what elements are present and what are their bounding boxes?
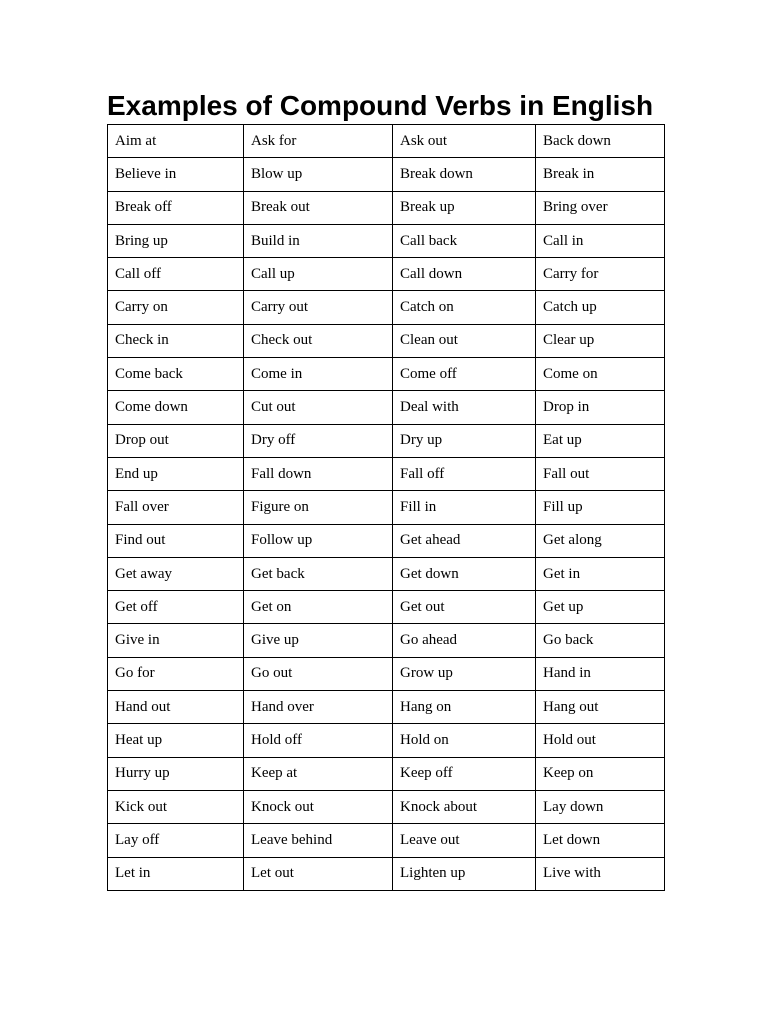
table-cell: Get away	[108, 557, 244, 590]
table-cell: Believe in	[108, 158, 244, 191]
table-cell: Hold out	[536, 724, 665, 757]
table-cell: Lighten up	[393, 857, 536, 890]
table-cell: Call back	[393, 224, 536, 257]
table-cell: Hold off	[244, 724, 393, 757]
table-row	[108, 591, 665, 624]
table-cell: Let out	[244, 857, 393, 890]
table-row	[108, 557, 665, 590]
table-row	[108, 391, 665, 424]
table-cell: Check out	[244, 324, 393, 357]
table-cell: Fall out	[536, 457, 665, 490]
table-cell: Call in	[536, 224, 665, 257]
table-cell: Carry out	[244, 291, 393, 324]
table-row	[108, 457, 665, 490]
table-row	[108, 424, 665, 457]
table-cell: Bring over	[536, 191, 665, 224]
table-cell: Build in	[244, 224, 393, 257]
table-cell: Drop in	[536, 391, 665, 424]
table-cell: Fall down	[244, 457, 393, 490]
table-cell: Break up	[393, 191, 536, 224]
table-row	[108, 358, 665, 391]
table-cell: Catch on	[393, 291, 536, 324]
table-cell: Hand over	[244, 691, 393, 724]
table-cell: Clear up	[536, 324, 665, 357]
table-cell: End up	[108, 457, 244, 490]
table-cell: Dry up	[393, 424, 536, 457]
table-cell: Come down	[108, 391, 244, 424]
table-cell: Get on	[244, 591, 393, 624]
table-cell: Get in	[536, 557, 665, 590]
table-cell: Get ahead	[393, 524, 536, 557]
table-row	[108, 657, 665, 690]
table-cell: Hurry up	[108, 757, 244, 790]
table-cell: Hand out	[108, 691, 244, 724]
table-cell: Blow up	[244, 158, 393, 191]
table-cell: Find out	[108, 524, 244, 557]
table-cell: Clean out	[393, 324, 536, 357]
table-cell: Aim at	[108, 125, 244, 158]
table-cell: Kick out	[108, 790, 244, 823]
table-row	[108, 857, 665, 890]
table-row	[108, 158, 665, 191]
table-cell: Back down	[536, 125, 665, 158]
table-cell: Call off	[108, 258, 244, 291]
table-cell: Come off	[393, 358, 536, 391]
table-cell: Hold on	[393, 724, 536, 757]
table-row	[108, 824, 665, 857]
table-cell: Break down	[393, 158, 536, 191]
table-row	[108, 624, 665, 657]
table-cell: Lay off	[108, 824, 244, 857]
table-cell: Follow up	[244, 524, 393, 557]
table-cell: Hang on	[393, 691, 536, 724]
table-cell: Knock about	[393, 790, 536, 823]
table-cell: Fall off	[393, 457, 536, 490]
table-cell: Get up	[536, 591, 665, 624]
compound-verbs-table	[107, 124, 665, 891]
table-cell: Catch up	[536, 291, 665, 324]
table-cell: Cut out	[244, 391, 393, 424]
table-cell: Fall over	[108, 491, 244, 524]
table-cell: Let down	[536, 824, 665, 857]
table-cell: Dry off	[244, 424, 393, 457]
table-cell: Get along	[536, 524, 665, 557]
table-cell: Go for	[108, 657, 244, 690]
table-cell: Eat up	[536, 424, 665, 457]
table-cell: Deal with	[393, 391, 536, 424]
table-cell: Fill up	[536, 491, 665, 524]
table-row	[108, 491, 665, 524]
table-cell: Give up	[244, 624, 393, 657]
table-cell: Drop out	[108, 424, 244, 457]
table-cell: Check in	[108, 324, 244, 357]
table-cell: Grow up	[393, 657, 536, 690]
table-cell: Come back	[108, 358, 244, 391]
table-row	[108, 324, 665, 357]
table-cell: Figure on	[244, 491, 393, 524]
table-body	[108, 125, 665, 891]
table-cell: Fill in	[393, 491, 536, 524]
table-cell: Hang out	[536, 691, 665, 724]
table-cell: Keep on	[536, 757, 665, 790]
table-row	[108, 191, 665, 224]
table-cell: Carry for	[536, 258, 665, 291]
table-cell: Break out	[244, 191, 393, 224]
table-cell: Leave out	[393, 824, 536, 857]
table-cell: Get off	[108, 591, 244, 624]
table-row	[108, 125, 665, 158]
table-cell: Go ahead	[393, 624, 536, 657]
table-cell: Break in	[536, 158, 665, 191]
table-row	[108, 291, 665, 324]
table-cell: Go back	[536, 624, 665, 657]
table-cell: Come in	[244, 358, 393, 391]
table-cell: Call down	[393, 258, 536, 291]
table-cell: Keep at	[244, 757, 393, 790]
table-cell: Come on	[536, 358, 665, 391]
table-cell: Get out	[393, 591, 536, 624]
table-row	[108, 524, 665, 557]
table-cell: Carry on	[108, 291, 244, 324]
table-cell: Get down	[393, 557, 536, 590]
table-row	[108, 691, 665, 724]
table-cell: Break off	[108, 191, 244, 224]
table-row	[108, 724, 665, 757]
table-row	[108, 224, 665, 257]
table-row	[108, 258, 665, 291]
table-cell: Give in	[108, 624, 244, 657]
page-title: Examples of Compound Verbs in English	[107, 90, 654, 121]
table-row	[108, 790, 665, 823]
table-cell: Knock out	[244, 790, 393, 823]
table-cell: Lay down	[536, 790, 665, 823]
table-row	[108, 757, 665, 790]
table-cell: Get back	[244, 557, 393, 590]
table-cell: Let in	[108, 857, 244, 890]
table-cell: Ask for	[244, 125, 393, 158]
table-cell: Go out	[244, 657, 393, 690]
table-cell: Live with	[536, 857, 665, 890]
table-cell: Ask out	[393, 125, 536, 158]
table-cell: Hand in	[536, 657, 665, 690]
table-cell: Leave behind	[244, 824, 393, 857]
table-cell: Keep off	[393, 757, 536, 790]
table-cell: Call up	[244, 258, 393, 291]
table-cell: Heat up	[108, 724, 244, 757]
table-cell: Bring up	[108, 224, 244, 257]
